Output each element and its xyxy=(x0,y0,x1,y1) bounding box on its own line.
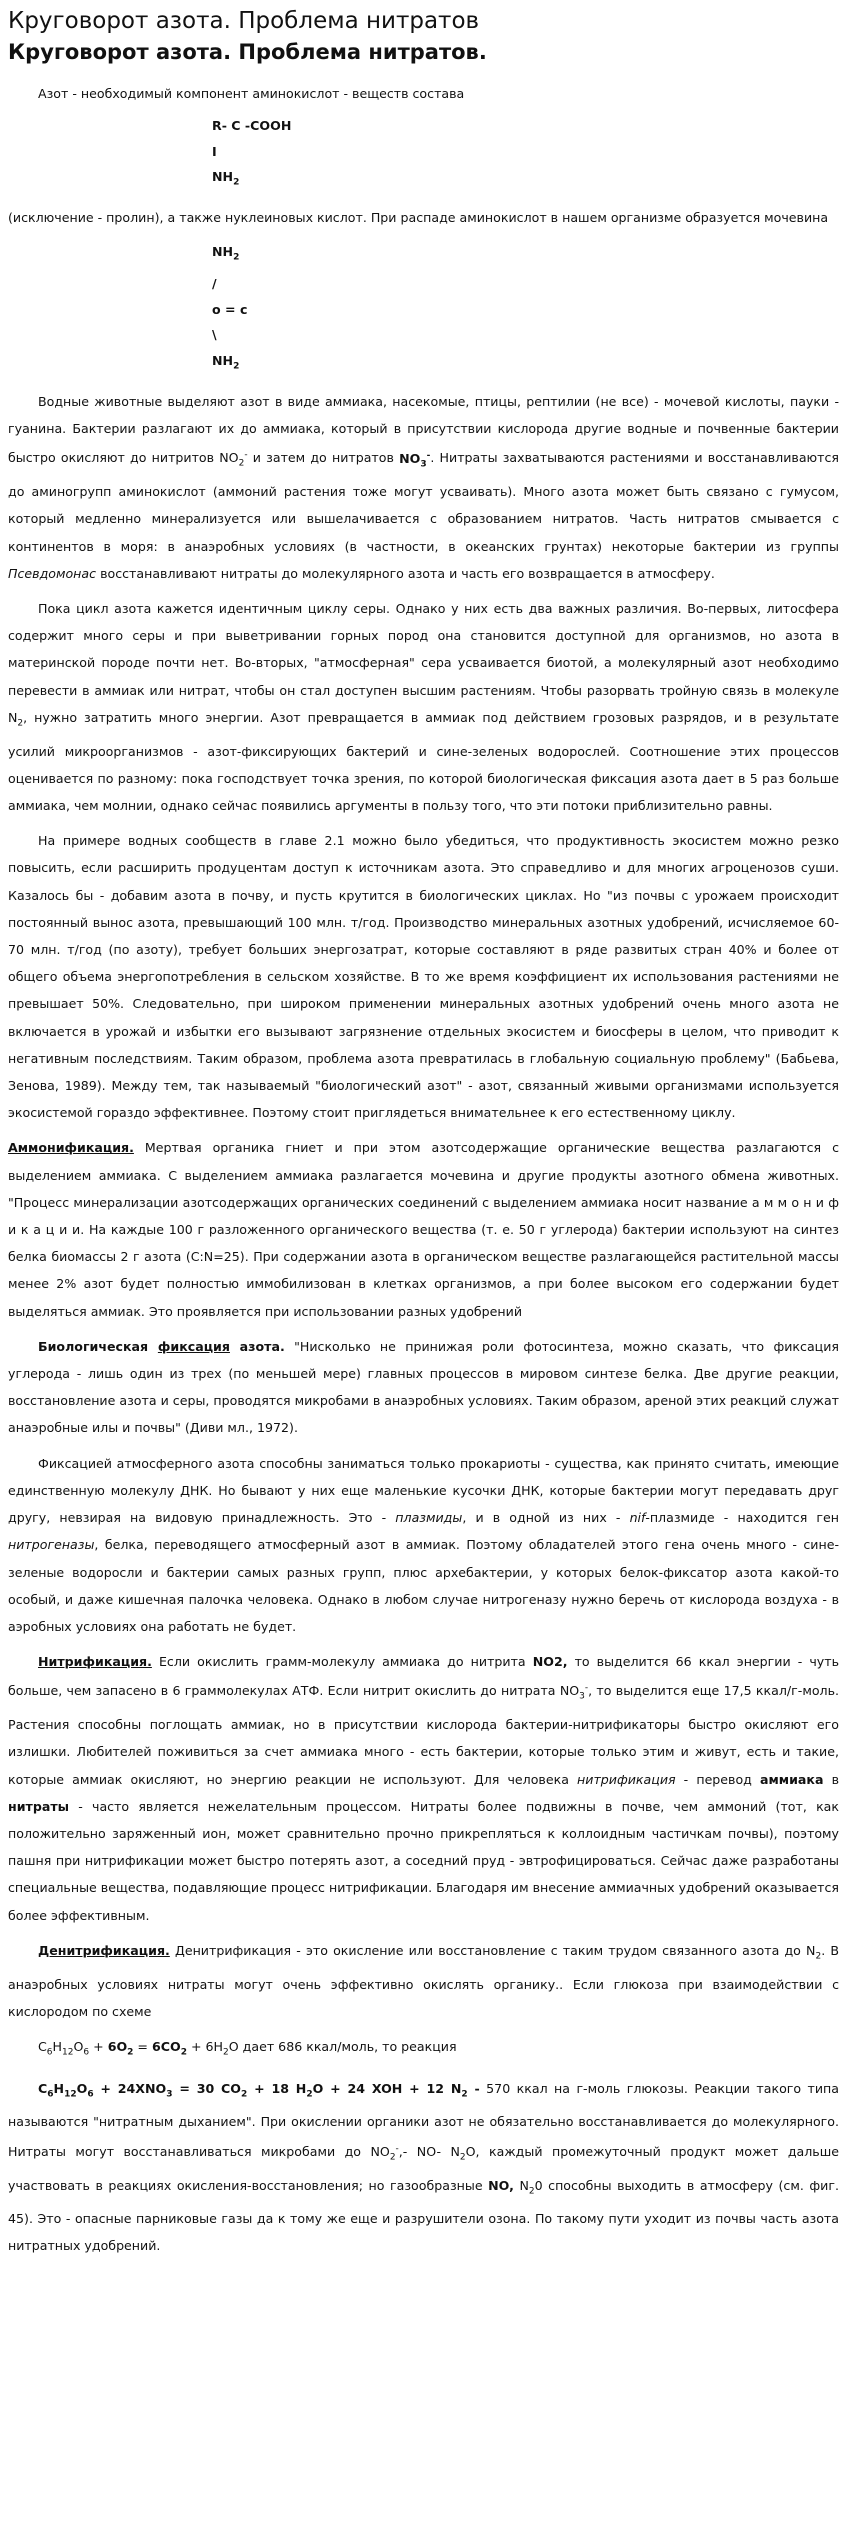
paragraph-denitrification: Денитрификация. Денитрификация - это окисление или восстановление с таким трудом связанного азота до $N_2$. В анаэробных условиях нитраты могут очень эффективно окислять органику.. Если глюкоза при взаимодействии с кислородом по схеме xyxy=(8,1942,839,2019)
paragraph-fixation: Биологическая фиксация азота. "Нисколько не принижая роли фотосинтеза, можно сказать, что фиксация углерода - лишь один из трех (по меньшей мере) главных процессов в мировом синтезе белка. Две другие реакции, восстановление азота и серы, проводятся микробами в анаэробных условиях. Таким образом, ареной этих реакций служат анаэробные илы и почвы" (Диви мл., 1972). xyxy=(8,1338,839,1436)
section-label-ammonification: Аммонификация. xyxy=(8,1140,134,1156)
formula-line: / xyxy=(212,276,217,292)
formula-line: R- C -COOH xyxy=(212,118,292,134)
paragraph-aquatic: Водные животные выделяют азот в виде аммиака, насекомые, птицы, рептилии (не все) - мочевой кислоты, пауки - гуанина. Бактерии разлагают их до аммиака, который в присутствии кислорода другие водные и почвенные бактерии быстро окисляют до нитритов $NO_2^-$ и затем до нитратов $NO_3^-$. Нитраты захватываются растениями и восстанавливаются до аминогрупп аминокислот (аммоний растения тоже могут усваивать). Много азота может быть связано с гумусом, который медленно минерализуется или вышелачивается с образованием нитратов. Часть нитратов смывается с континентов в моря: в анаэробных условиях (в частности, в океанских грунтах) некоторые бактерии из группы Псевдомонас восстанавливают нитраты до молекулярного азота и часть его возвращается в атмосферу. xyxy=(8,393,839,581)
document xyxy=(0,6,847,2260)
section-label-nitrification: Нитрификация. xyxy=(38,1654,152,1670)
section-label-fixation: Биологическая фиксация азота. xyxy=(38,1338,285,1354)
paragraph-exception: (исключение - пролин), а также нуклеиновых кислот. При распаде аминокислот в нашем организме образуется мочевина xyxy=(8,210,829,226)
paragraph-ammonification: Аммонификация. Мертвая органика гниет и при этом азотсодержащие органические вещества разлагаются с выделением аммиака. С выделением аммиака разлагается мочевина и другие продукты азотного обмена животных. "Процесс минерализации азотсодержащих органических соединений с выделением аммиака носит название а м м о н и ф и к а ц и и. На каждые 100 г разложенного органического вещества (т. е. 50 г углерода) бактерии используют на синтез белка биомассы 2 г азота (С:N=25). При содержании азота в органическом веществе разлагающейся растительной массы менее 2% азот будет полностью иммобилизован в клетках организмов, а при более высоком его содержании будет выделяться аммиак. Это проявляется при использовании разных удобрений xyxy=(8,1140,839,1319)
paragraph-nitrification: Нитрификация. Если окислить грамм-молекулу аммиака до нитрита NO2, то выделится 66 ккал энергии - чуть больше, чем запасено в 6 граммолекулах АТФ. Если нитрит окислить до нитрата $NO_3^-$, то выделится еще 17,5 ккал/г-моль. Растения способны поглощать аммиак, но в присутствии кислорода бактерии-нитрификаторы быстро окисляют его излишки. Любителей поживиться за счет аммиака много - есть бактерии, которые только этим и живут, есть и такие, которые аммиак окисляют, но энергию реакции не используют. Для человека нитрификация - перевод аммиака в нитраты - часто является нежелательным процессом. Нитраты более подвижны в почве, чем аммоний (тот, как положительно заряженный ион, может сравнительно прочно прикрепляться к коллоидным частичкам почвы), поэтому пашня при нитрификации может быстро потерять азот, а соседний пруд - эвтрофицироваться. Сейчас даже разработаны специальные вещества, подавляющие процесс нитрификации. Благодаря им внесение аммиачных удобрений оказывается более эффективным. xyxy=(8,1654,839,1923)
page-title: Круговорот азота. Проблема нитратов xyxy=(8,8,480,34)
formula-line: $NH_2$ xyxy=(212,244,240,263)
paragraph-example: На примере водных сообществ в главе 2.1 можно было убедиться, что продуктивность экосистем можно резко повысить, если расширить продуцентам доступ к источникам азота. Это справедливо и для многих агроценозов суши. Казалось бы - добавим азота в почву, и пусть крутится в биологических циклах. Но "из почвы с урожаем происходит постоянный вынос азота, превышающий 100 млн. т/год. Производство минеральных азотных удобрений, исчисляемое 60-70 млн. т/год (по азоту), требует больших энергозатрат, которые составляют в ряде развитых стран 40% и более от общего объема энергопотребления в сельском хозяйстве. В то же время коэффициент их использования растениями не превышает 50%. Следовательно, при широком применении минеральных азотных удобрений очень много азота не включается в урожай и избытки его вызывают загрязнение отдельных экосистем и биосферы в целом, что приводит к негативным последствиям. Таким образом, проблема азота превратилась в глобальную социальную проблему" (Бабьева, Зенова, 1989). Между тем, так называемый "биологический азот" - азот, связанный живыми организмами используется экосистемой гораздо эффективнее. Поэтому стоит приглядеться внимательнее к его естественному циклу. xyxy=(8,833,839,1121)
intro-paragraph: Азот - необходимый компонент аминокислот - веществ состава xyxy=(38,86,465,101)
paragraph-cycle: Пока цикл азота кажется идентичным циклу серы. Однако у них есть два важных различия. Во-первых, литосфера содержит много серы и при выветривании горных пород она становится доступной для организмов, но азота в материнской породе почти нет. Во-вторых, "атмосферная" сера усваивается биотой, а молекулярный азот необходимо перевести в аммиак или нитрат, чтобы он стал доступен высшим растениям. Чтобы разорвать тройную связь в молекуле $N_2$, нужно затратить много энергии. Азот превращается в аммиак под действием грозовых разрядов, и в результате усилий микроорганизмов - азот-фиксирующих бактерий и сине-зеленых водорослей. Соотношение этих процессов оценивается по разному: пока господствует точка зрения, по которой биологическая фиксация азота дает в 5 раз больше аммиака, чем молнии, однако сейчас появились аргументы в пользу того, что эти потоки приблизительно равны. xyxy=(8,601,839,814)
formula-line: $NH_2$ xyxy=(212,352,240,372)
formula-line: \ xyxy=(212,327,217,343)
formula-line: $NH_2$ xyxy=(212,169,240,188)
paragraph-nitrate-respiration: $C_6H_{12}O_6 + 24XNO_3 = 30$ $CO_2 + 18$ $H_2O + 24$ XOH + 12 $N_2 - 570$ ккал на г-моль глюкозы. Реакции такого типа называются "нитратным дыханием". При окислении органики азот не обязательно восстанавливается до молекулярного. Нитраты могут восстанавливаться микробами до $NO_2^-,-$ NO- $N_2O$, каждый промежуточный продукт может дальше участвовать в реакциях окисления-восстановления; но газообразные NO, $N_20$ способны выходить в атмосферу (см. фиг. 45). Это - опасные парниковые газы да к тому же еще и разрушители озона. По такому пути уходит из почвы часть азота нитратных удобрений. xyxy=(8,2080,840,2254)
equation-nitrate-respiration: $C_6H_{12}O_6 + 24XNO_3 = 30$ $CO_2 + 18$ $H_2O + 24$ XOH + 12 $N_2$ - xyxy=(38,2080,480,2100)
article-heading: Круговорот азота. Проблема нитратов. xyxy=(8,40,487,64)
formula-amino-acid xyxy=(8,113,839,196)
equation-glucose-oxidation: $C_6H_{12}O_6 + 6O_2 = 6CO_2 + 6H_2O$ дает 686 ккал/моль, то реакция xyxy=(38,2038,457,2058)
formula-line: I xyxy=(212,143,217,159)
paragraph-prokaryotes: Фиксацией атмосферного азота способны заниматься только прокариоты - существа, как принято считать, имеющие единственную молекулу ДНК. Но бывают у них еще маленькие кусочки ДНК, которые бактерии могут передавать друг другу, невзирая на видовую принадлежность. Это - плазмиды, и в одной из них - nif-плазмиде - находится ген нитрогеназы, белка, переводящего атмосферный азот в аммиак. Поэтому обладателей этого гена очень много - сине-зеленые водоросли и бактерии самых разных групп, плюс архебактерии, у которых белок-фиксатор азота какой-то особый, и даже кишечная палочка человека. Однако в любом случае нитрогеназу нужно беречь от кислорода воздуха - в аэробных условиях она работать не будет. xyxy=(8,1455,839,1634)
section-label-denitrification: Денитрификация. xyxy=(38,1942,170,1958)
formula-urea xyxy=(8,239,839,380)
formula-line: o = c xyxy=(212,301,248,317)
